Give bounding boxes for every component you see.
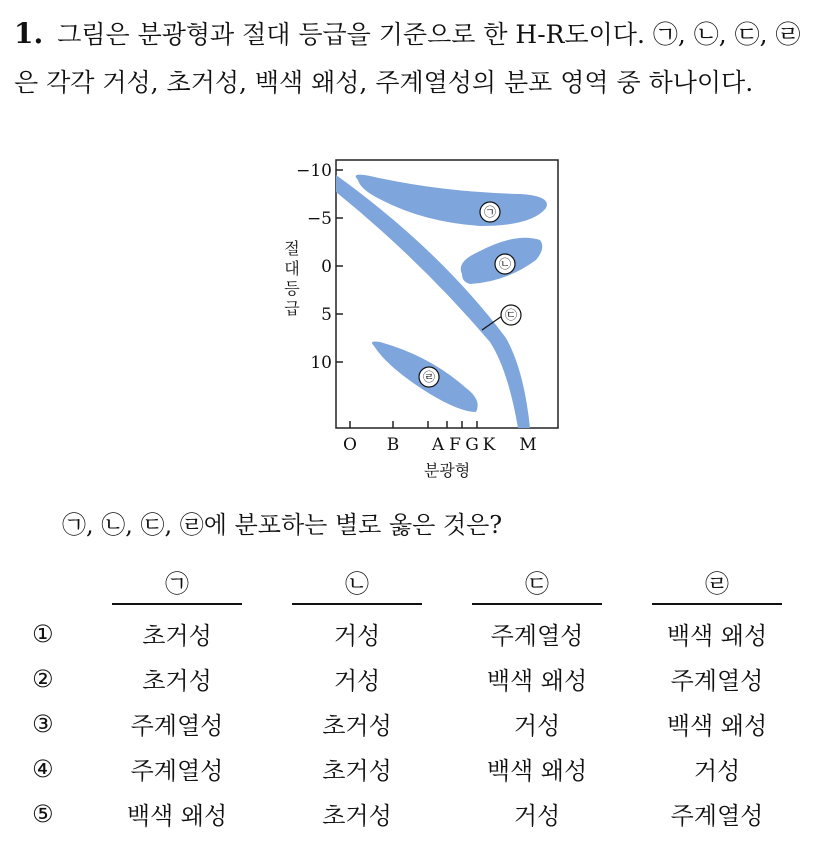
choice-cell: 백색 왜성 (486, 757, 588, 785)
choice-cell: 거성 (333, 622, 381, 650)
x-tick-label: G (465, 435, 479, 455)
y-tick-label: 0 (321, 257, 332, 277)
header-4: ㉣ (652, 564, 782, 605)
y-tick-label: −10 (296, 161, 332, 181)
choice-cell: 백색 왜성 (486, 667, 588, 695)
choice-cell: 백색 왜성 (126, 802, 228, 830)
choice-cell: 초거성 (322, 802, 392, 830)
choice-cell: 주계열성 (490, 622, 584, 650)
choice-cell: 초거성 (322, 712, 392, 740)
y-tick-label: −5 (306, 209, 332, 229)
choice-cell: 거성 (513, 802, 561, 830)
choice-number[interactable]: ③ (32, 709, 54, 738)
x-tick-label: M (519, 435, 537, 455)
choice-number[interactable]: ① (32, 619, 54, 648)
choice-row-2[interactable] (32, 656, 807, 701)
y-tick-label: 5 (321, 305, 332, 325)
sub-question: ㉠, ㉡, ㉢, ㉣에 분포하는 별로 옳은 것은? (62, 511, 503, 539)
choice-cell: 백색 왜성 (666, 622, 768, 650)
y-axis-label-char: 급 (284, 299, 300, 318)
question-number: 1. (14, 17, 44, 50)
x-axis-label: 분광형 (423, 461, 471, 480)
answer-table (32, 563, 807, 836)
choice-number[interactable]: ② (32, 664, 54, 693)
choice-row-3[interactable] (32, 701, 807, 746)
y-tick-label: 10 (310, 353, 332, 373)
x-tick-label: O (343, 435, 357, 455)
choice-cell: 백색 왜성 (666, 712, 768, 740)
region-label-3: ㉢ (504, 308, 518, 322)
header-2: ㉡ (292, 564, 422, 605)
x-tick-label: B (386, 435, 400, 455)
y-tick-marks (336, 170, 343, 362)
choice-row-5[interactable] (32, 791, 807, 836)
choice-row-4[interactable] (32, 746, 807, 791)
y-axis-label-char: 절 (284, 239, 300, 258)
region-label-4: ㉣ (422, 370, 436, 384)
choice-cell: 주계열성 (670, 802, 764, 830)
x-tick-label: K (482, 435, 496, 455)
header-1: ㉠ (112, 564, 242, 605)
x-tick-marks (350, 421, 528, 428)
y-axis-label-char: 등 (284, 279, 300, 298)
choice-cell: 초거성 (142, 667, 212, 695)
x-tick-label: A (431, 435, 445, 455)
choice-cell: 초거성 (142, 622, 212, 650)
answer-table-header (32, 563, 807, 611)
hr-diagram (270, 150, 590, 490)
x-tick-label: F (449, 435, 461, 455)
y-axis-label (284, 239, 300, 318)
choice-cell: 주계열성 (670, 667, 764, 695)
choice-cell: 거성 (693, 757, 741, 785)
choice-cell: 주계열성 (130, 757, 224, 785)
choice-number[interactable]: ④ (32, 754, 54, 783)
header-3: ㉢ (472, 564, 602, 605)
choice-number[interactable]: ⑤ (32, 799, 54, 828)
choice-cell: 거성 (513, 712, 561, 740)
question-text: 그림은 분광형과 절대 등급을 기준으로 한 H-R도이다. ㉠, ㉡, ㉢, ㉣은 각각 거성, 초거성, 백색 왜성, 주계열성의 분포 영역 중 하나이다. (14, 20, 801, 97)
region-label-1: ㉠ (483, 205, 497, 219)
region-label-2: ㉡ (498, 257, 512, 271)
y-axis-label-char: 대 (284, 259, 300, 278)
choice-cell: 초거성 (322, 757, 392, 785)
question (14, 10, 814, 107)
choice-row-1[interactable] (32, 611, 807, 656)
choice-cell: 거성 (333, 667, 381, 695)
choice-cell: 주계열성 (130, 712, 224, 740)
